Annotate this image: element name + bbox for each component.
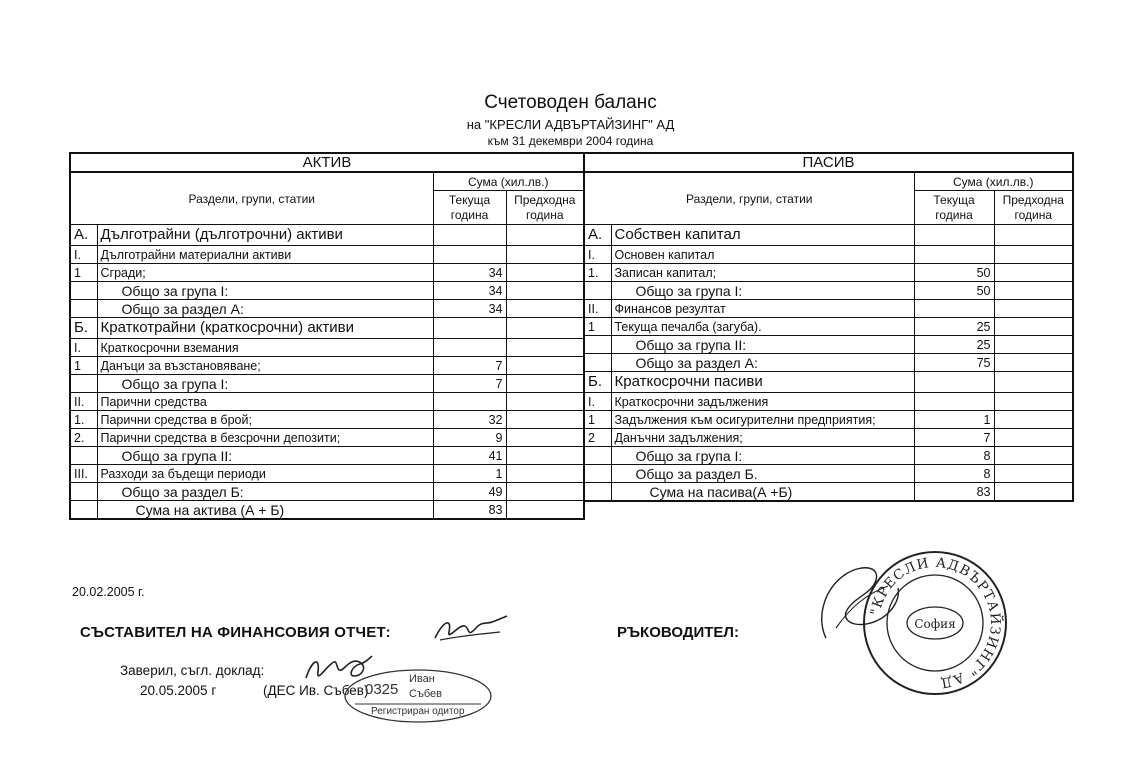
company-seal-ring-text: "КРЕСЛИ АДВЪРТАЙЗИНГ" АД	[867, 554, 1004, 691]
liabilities-row-previous	[994, 372, 1073, 393]
assets-row-label: Сгради;	[97, 264, 433, 282]
liabilities-row	[584, 225, 1073, 246]
auditor-name: (ДЕС Ив. Събев)	[263, 683, 369, 698]
liabilities-row-mark	[584, 465, 611, 483]
assets-row-current: 34	[433, 300, 506, 318]
assets-row-mark: II.	[70, 393, 97, 411]
assets-sum-header: Сума (хил.лв.)	[433, 172, 584, 191]
assets-row	[70, 501, 584, 520]
assets-row-previous	[506, 483, 584, 501]
liabilities-row-previous	[994, 411, 1073, 429]
assets-row-previous	[506, 282, 584, 300]
liabilities-row-current	[914, 372, 994, 393]
assets-row	[70, 393, 584, 411]
company-subtitle: на "КРЕСЛИ АДВЪРТАЙЗИНГ" АД	[466, 117, 675, 132]
assets-row-label: Краткосрочни вземания	[97, 339, 433, 357]
liabilities-row-previous	[994, 282, 1073, 300]
assets-row-mark: 1	[70, 357, 97, 375]
liabilities-row-current: 1	[914, 411, 994, 429]
assets-row-mark	[70, 375, 97, 393]
liabilities-row-current	[914, 246, 994, 264]
liabilities-current-year-header: Текуща година	[914, 191, 994, 225]
liabilities-sections-header: Раздели, групи, статии	[584, 172, 914, 225]
assets-row-label: Общо за група I:	[97, 282, 433, 300]
liabilities-row-mark	[584, 282, 611, 300]
auditor-stamp	[343, 668, 493, 724]
assets-row-current: 49	[433, 483, 506, 501]
assets-row-current	[433, 318, 506, 339]
assets-row-current	[433, 393, 506, 411]
auditor-stamp-caption: Регистриран одитор	[371, 706, 465, 717]
liabilities-row-label: Общо за раздел Б.	[611, 465, 914, 483]
assets-row-mark: Б.	[70, 318, 97, 339]
assets-row	[70, 339, 584, 357]
auditor-stamp-name-2: Събев	[409, 688, 442, 700]
assets-row-previous	[506, 465, 584, 483]
liabilities-row-mark	[584, 354, 611, 372]
liabilities-row	[584, 465, 1073, 483]
liabilities-row-previous	[994, 393, 1073, 411]
assets-row	[70, 357, 584, 375]
liabilities-row-current: 50	[914, 264, 994, 282]
liabilities-row-mark: А.	[584, 225, 611, 246]
assets-row-label: Краткотрайни (краткосрочни) активи	[97, 318, 433, 339]
period-line: към 31 декември 2004 година	[487, 134, 654, 148]
liabilities-row	[584, 411, 1073, 429]
liabilities-row-current: 8	[914, 465, 994, 483]
liabilities-table	[583, 152, 1074, 502]
liabilities-row-mark	[584, 447, 611, 465]
auditor-stamp-name-1: Иван	[409, 673, 435, 685]
assets-row	[70, 264, 584, 282]
liabilities-row-mark: 1.	[584, 264, 611, 282]
liabilities-row-mark: 2	[584, 429, 611, 447]
manager-signature	[806, 558, 906, 648]
assets-row-current	[433, 246, 506, 264]
liabilities-row-previous	[994, 354, 1073, 372]
assets-row	[70, 246, 584, 264]
liabilities-row-mark: Б.	[584, 372, 611, 393]
assets-row	[70, 483, 584, 501]
assets-row-current: 32	[433, 411, 506, 429]
liabilities-row-label: Текуща печалба (загуба).	[611, 318, 914, 336]
liabilities-row	[584, 336, 1073, 354]
assets-row	[70, 318, 584, 339]
liabilities-row-previous	[994, 300, 1073, 318]
liabilities-row-previous	[994, 447, 1073, 465]
assets-row-previous	[506, 501, 584, 520]
liabilities-row	[584, 282, 1073, 300]
assets-row-label: Общо за раздел А:	[97, 300, 433, 318]
assets-row-current: 1	[433, 465, 506, 483]
assets-row-previous	[506, 357, 584, 375]
liabilities-row-previous	[994, 225, 1073, 246]
assets-row-current	[433, 339, 506, 357]
assets-row-label: Общо за група II:	[97, 447, 433, 465]
liabilities-row	[584, 300, 1073, 318]
assets-row-current: 7	[433, 357, 506, 375]
liabilities-row-previous	[994, 246, 1073, 264]
liabilities-row-mark: 1	[584, 411, 611, 429]
liabilities-row	[584, 354, 1073, 372]
assets-row	[70, 429, 584, 447]
assets-row-label: Данъци за възстановяване;	[97, 357, 433, 375]
assets-row	[70, 375, 584, 393]
liabilities-row	[584, 393, 1073, 411]
liabilities-row	[584, 372, 1073, 393]
assets-row-current: 9	[433, 429, 506, 447]
assets-row	[70, 447, 584, 465]
liabilities-row-mark: I.	[584, 393, 611, 411]
liabilities-row-label: Финансов резултат	[611, 300, 914, 318]
liabilities-row-current	[914, 225, 994, 246]
assets-table	[69, 152, 585, 520]
liabilities-row	[584, 447, 1073, 465]
company-seal-city: София	[914, 617, 956, 631]
assets-row-previous	[506, 411, 584, 429]
liabilities-row	[584, 483, 1073, 502]
assets-row-mark: I.	[70, 246, 97, 264]
liabilities-heading: ПАСИВ	[584, 153, 1073, 172]
assets-row-previous	[506, 246, 584, 264]
liabilities-row-previous	[994, 483, 1073, 502]
assets-row-mark: III.	[70, 465, 97, 483]
assets-row-previous	[506, 300, 584, 318]
assets-row-previous	[506, 429, 584, 447]
assets-current-year-header: Текуща година	[433, 191, 506, 225]
assets-row-previous	[506, 264, 584, 282]
liabilities-row	[584, 429, 1073, 447]
liabilities-row-label: Задължения към осигурителни предприятия;	[611, 411, 914, 429]
assets-row-mark	[70, 300, 97, 318]
liabilities-row-previous	[994, 465, 1073, 483]
assets-row	[70, 300, 584, 318]
assets-body	[70, 225, 584, 520]
report-date: 20.02.2005 г.	[72, 585, 145, 599]
assets-row	[70, 465, 584, 483]
liabilities-row-mark: I.	[584, 246, 611, 264]
liabilities-row-label: Краткосрочни задължения	[611, 393, 914, 411]
assets-row-mark	[70, 447, 97, 465]
liabilities-row-current	[914, 300, 994, 318]
auditor-stamp-number: 0325	[365, 681, 399, 698]
assets-row-current: 34	[433, 264, 506, 282]
assets-row	[70, 225, 584, 246]
manager-label: РЪКОВОДИТЕЛ:	[617, 624, 739, 641]
assets-row-label: Парични средства в безсрочни депозити;	[97, 429, 433, 447]
liabilities-row	[584, 318, 1073, 336]
liabilities-previous-year-header: Предходна година	[994, 191, 1073, 225]
liabilities-row-current: 25	[914, 336, 994, 354]
assets-row	[70, 411, 584, 429]
assets-previous-year-header: Предходна година	[506, 191, 584, 225]
assets-row-previous	[506, 375, 584, 393]
assets-row-label: Дълготрайни материални активи	[97, 246, 433, 264]
liabilities-row-label: Общо за група II:	[611, 336, 914, 354]
assets-row-label: Разходи за бъдещи периоди	[97, 465, 433, 483]
assets-row-previous	[506, 318, 584, 339]
liabilities-row	[584, 264, 1073, 282]
verified-label: Заверил, съгл. доклад:	[120, 663, 265, 678]
assets-row-mark: 2.	[70, 429, 97, 447]
liabilities-row-previous	[994, 264, 1073, 282]
assets-row-mark	[70, 483, 97, 501]
liabilities-row-current: 8	[914, 447, 994, 465]
liabilities-row-label: Основен капитал	[611, 246, 914, 264]
liabilities-row-mark: II.	[584, 300, 611, 318]
assets-row	[70, 282, 584, 300]
liabilities-row-label: Записан капитал;	[611, 264, 914, 282]
liabilities-row-current: 50	[914, 282, 994, 300]
liabilities-row-current: 75	[914, 354, 994, 372]
verified-date: 20.05.2005 г	[140, 683, 217, 698]
assets-row-mark: I.	[70, 339, 97, 357]
assets-row-label: Парични средства в брой;	[97, 411, 433, 429]
assets-row-previous	[506, 225, 584, 246]
assets-row-label: Сума на актива (А + Б)	[97, 501, 433, 520]
liabilities-row-label: Общо за група I:	[611, 447, 914, 465]
assets-row-previous	[506, 393, 584, 411]
liabilities-row-current: 25	[914, 318, 994, 336]
liabilities-body	[584, 225, 1073, 502]
liabilities-row-previous	[994, 318, 1073, 336]
composer-signature	[430, 612, 510, 646]
assets-row-label: Парични средства	[97, 393, 433, 411]
liabilities-row-previous	[994, 336, 1073, 354]
assets-row-label: Общо за раздел Б:	[97, 483, 433, 501]
liabilities-row-mark	[584, 336, 611, 354]
document-title: Счетоводен баланс	[484, 92, 657, 113]
liabilities-sum-header: Сума (хил.лв.)	[914, 172, 1073, 191]
assets-heading: АКТИВ	[70, 153, 584, 172]
liabilities-row-label: Собствен капитал	[611, 225, 914, 246]
assets-row-label: Дълготрайни (дълготрочни) активи	[97, 225, 433, 246]
assets-row-current: 83	[433, 501, 506, 520]
assets-row-current: 7	[433, 375, 506, 393]
assets-row-current: 41	[433, 447, 506, 465]
assets-row-current: 34	[433, 282, 506, 300]
liabilities-row-mark	[584, 483, 611, 502]
assets-row-mark	[70, 501, 97, 520]
liabilities-row-mark: 1	[584, 318, 611, 336]
liabilities-row	[584, 246, 1073, 264]
composer-label: СЪСТАВИТЕЛ НА ФИНАНСОВИЯ ОТЧЕТ:	[80, 624, 391, 641]
assets-sections-header: Раздели, групи, статии	[70, 172, 433, 225]
liabilities-row-label: Общо за раздел А:	[611, 354, 914, 372]
liabilities-row-current: 83	[914, 483, 994, 502]
assets-row-mark	[70, 282, 97, 300]
assets-row-previous	[506, 339, 584, 357]
assets-row-label: Общо за група I:	[97, 375, 433, 393]
assets-row-mark: А.	[70, 225, 97, 246]
liabilities-row-label: Данъчни задължения;	[611, 429, 914, 447]
assets-row-mark: 1	[70, 264, 97, 282]
liabilities-row-previous	[994, 429, 1073, 447]
liabilities-row-label: Сума на пасива(А +Б)	[611, 483, 914, 502]
assets-row-mark: 1.	[70, 411, 97, 429]
assets-row-previous	[506, 447, 584, 465]
assets-row-current	[433, 225, 506, 246]
liabilities-row-current: 7	[914, 429, 994, 447]
liabilities-row-current	[914, 393, 994, 411]
liabilities-row-label: Общо за група I:	[611, 282, 914, 300]
liabilities-row-label: Краткосрочни пасиви	[611, 372, 914, 393]
